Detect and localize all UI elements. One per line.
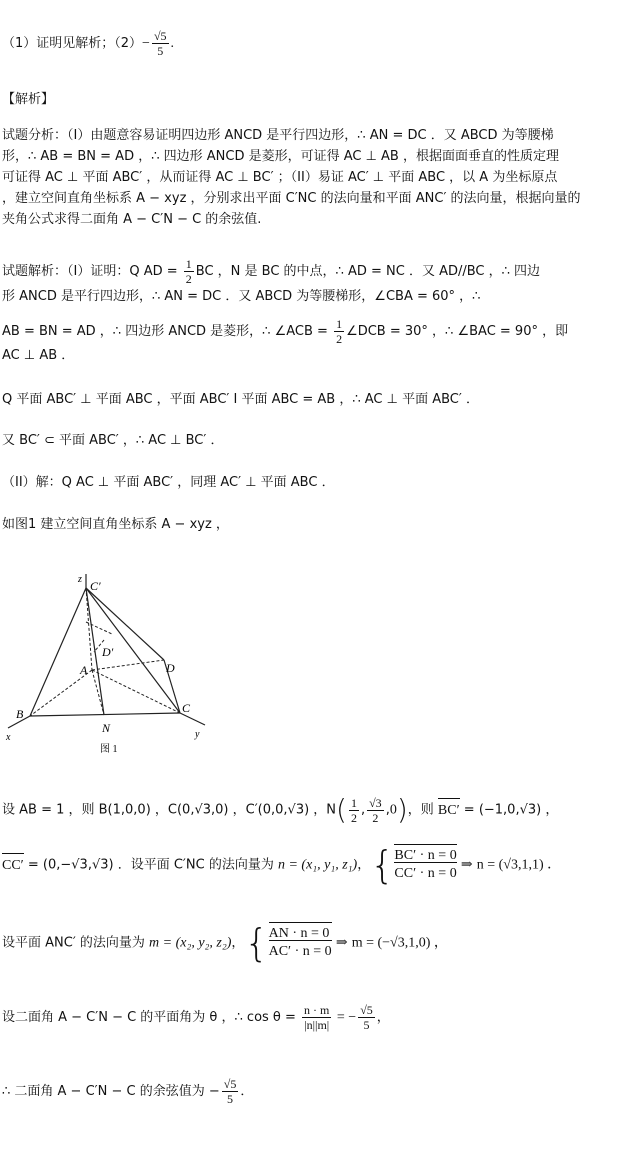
answer-line: [2, 30, 626, 57]
vector-bc-prime: BC′: [438, 801, 460, 821]
angle-end: ，: [376, 1010, 390, 1025]
brace-icon: {: [370, 843, 395, 887]
normal2-text-2: ，: [231, 935, 245, 951]
figure-caption: 图 1: [100, 744, 118, 755]
cos-fraction: [302, 1004, 331, 1031]
solution-line-1: [2, 258, 626, 285]
solution-line-6: 又 BC′ ⊂ 平面 ABC′ ，∴ AC ⊥ BC′ ．: [2, 433, 224, 448]
system-1-row-2: CC′ · n = 0: [394, 866, 457, 881]
coords-text-5: ，: [357, 857, 371, 873]
final-line: [2, 1078, 626, 1105]
edge-a-c: [92, 670, 180, 713]
solution-line-3: [2, 318, 626, 345]
normal-m-result: m = (−√3,1,0) ，: [351, 935, 448, 951]
edge-cp-c: [86, 588, 180, 713]
analysis-line-4: ，建立空间直角坐标系 A − xyz ，分别求出平面 C′NC 的法向量和平面 ANC′ 的法向量，根据向量的: [2, 191, 581, 206]
answer-num: √5: [153, 29, 167, 43]
paren-open-icon: (: [336, 793, 347, 826]
coords-text-3: = (−1,0,√3) ，: [459, 802, 559, 818]
label-c-prime: C′: [90, 579, 101, 593]
answer-end: .: [170, 36, 175, 51]
n-y-den: 2: [372, 810, 379, 825]
half-fraction-2: [334, 318, 344, 345]
solution-line-3-b: ∠DCB = 30° ，∴ ∠BAC = 90° ，即: [346, 324, 569, 339]
solution-line-7: （II）解：Q AC ⊥ 平面 ABC′ ，同理 AC′ ⊥ 平面 ABC ．: [2, 475, 335, 490]
coords-text-2: ，则: [407, 802, 438, 818]
label-d-prime: D′: [102, 645, 114, 659]
angle-line: [2, 1004, 626, 1031]
analysis-line-5: 夹角公式求得二面角 A − C′N − C 的余弦值.: [2, 212, 262, 227]
normal2-text-1: 设平面 ANC′ 的法向量为: [2, 935, 150, 951]
angle-text-1: 设二面角 A − C′N − C 的平面角为 θ ，∴ cos θ =: [2, 1010, 301, 1025]
system-2: [269, 925, 332, 961]
system-1: [394, 847, 456, 883]
label-b: B: [16, 707, 24, 721]
normal2-line: [2, 921, 626, 965]
edge-cp-b: [30, 588, 86, 716]
cos-result-fraction: [358, 1004, 375, 1031]
cos-den: |n||m|: [304, 1018, 330, 1032]
label-c: C: [182, 701, 191, 715]
cos-result-den: 5: [363, 1018, 370, 1032]
coords-text-1: 设 AB = 1 ，则 B(1,0,0) ，C(0,√3,0) ，C′(0,0,√3) ，N: [2, 802, 337, 818]
implies-icon: ⇒: [460, 857, 473, 873]
system-1-row-1: BC′ · n = 0: [394, 848, 457, 863]
normal-n-def: n = (x₁, y₁, z₁): [277, 857, 358, 873]
angle-eq: = −: [333, 1010, 357, 1025]
solution-line-5: Q 平面 ABC′ ⊥ 平面 ABC ，平面 ABC′ I 平面 ABC = AB ，∴ AC ⊥ 平面 ABC′ ．: [2, 392, 479, 407]
edge-dp-2: [86, 622, 112, 634]
coords-line-1: 设 AB = 1 ，则 B(1,0,0) ，C(0,√3,0) ，C′(0,0,√3) ，N( $\frac{1}{2}$ , $\frac{√3}{2}$ ,0)，则 BC′ = (−1,0,√3) ，: [2, 793, 559, 826]
normal-m-def: m = (x₂, y₂, z₂): [149, 935, 232, 951]
section-title: 【解析】: [2, 92, 55, 107]
cos-result-num: √5: [360, 1003, 373, 1017]
solution-line-4: AC ⊥ AB ．: [2, 348, 75, 363]
system-2-row-2: AC′ · n = 0: [268, 944, 332, 959]
n-y-num: √3: [369, 795, 382, 810]
n-x-num: 1: [350, 795, 357, 810]
label-z: z: [78, 574, 82, 585]
half-num-2: 1: [336, 317, 343, 331]
final-fraction: [222, 1078, 239, 1105]
solution-line-1-a: 试题解析：（I）证明：Q AD =: [2, 264, 182, 279]
label-d: D: [166, 661, 175, 675]
answer-den: 5: [157, 44, 164, 58]
label-x: x: [6, 732, 11, 743]
final-num: √5: [223, 1077, 237, 1091]
coords-text-4: = (0,−√3,√3) ．设平面 C′NC 的法向量为: [23, 857, 278, 873]
label-n: N: [102, 721, 111, 735]
final-text-1: ∴ 二面角 A − C′N − C 的余弦值为 −: [2, 1084, 220, 1099]
n-x-fraction: [349, 797, 359, 824]
label-a: A: [80, 663, 88, 677]
cos-num: n · m: [304, 1003, 330, 1017]
half-den-1: 2: [185, 272, 192, 286]
answer-prefix: （1）证明见解析；（2）: [2, 36, 143, 51]
analysis-line-1: 试题分析：（I）由题意容易证明四边形 ANCD 是平行四边形，∴ AN = DC ．又 ABCD 为等腰梯: [2, 128, 554, 143]
n-x-den: 2: [350, 810, 357, 825]
solution-line-1-b: BC ，N 是 BC 的中点，∴ AD = NC ．又 AD//BC ，∴ 四边: [195, 264, 541, 279]
edge-cp-a: [86, 588, 92, 670]
edge-b-c: [30, 713, 180, 716]
half-den-2: 2: [336, 332, 343, 346]
final-end: ．: [240, 1084, 254, 1099]
solution-line-3-a: AB = BN = AD ，∴ 四边形 ANCD 是菱形，∴ ∠ACB =: [2, 324, 333, 339]
normal-n-result: n = (√3,1,1) ．: [476, 857, 562, 873]
solution-line-8: 如图1 建立空间直角坐标系 A − xyz ，: [2, 517, 229, 532]
n-y-fraction: [367, 797, 384, 824]
brace-icon: {: [244, 921, 269, 965]
figure-1-diagram: [0, 560, 230, 760]
system-2-row-1: AN · n = 0: [269, 925, 332, 943]
final-den: 5: [227, 1092, 234, 1106]
analysis-line-3: 可证得 AC ⊥ 平面 ABC′ ，从而证得 AC ⊥ BC′ ；（II）易证 AC′ ⊥ 平面 ABC ，以 A 为坐标原点: [2, 170, 558, 185]
implies-icon: ⇒: [335, 935, 348, 951]
answer-minus: −: [142, 36, 150, 51]
analysis-line-2: 形，∴ AB = BN = AD ，∴ 四边形 ANCD 是菱形，可证得 AC ⊥ AB ，根据面面垂直的性质定理: [2, 149, 559, 164]
half-fraction-1: [184, 258, 194, 285]
half-num-1: 1: [185, 257, 192, 271]
coords-line-2: [2, 843, 626, 887]
edge-cp-d: [86, 588, 164, 660]
label-y: y: [195, 729, 200, 740]
answer-fraction: [152, 30, 169, 57]
n-z: 0: [389, 802, 397, 818]
vector-cc-prime: CC′: [2, 856, 24, 876]
paren-close-icon: ): [396, 793, 408, 826]
edge-a-d: [92, 660, 164, 670]
solution-line-2: 形 ANCD 是平行四边形，∴ AN = DC ．又 ABCD 为等腰梯形，∠CBA = 60° ，∴: [2, 289, 481, 304]
